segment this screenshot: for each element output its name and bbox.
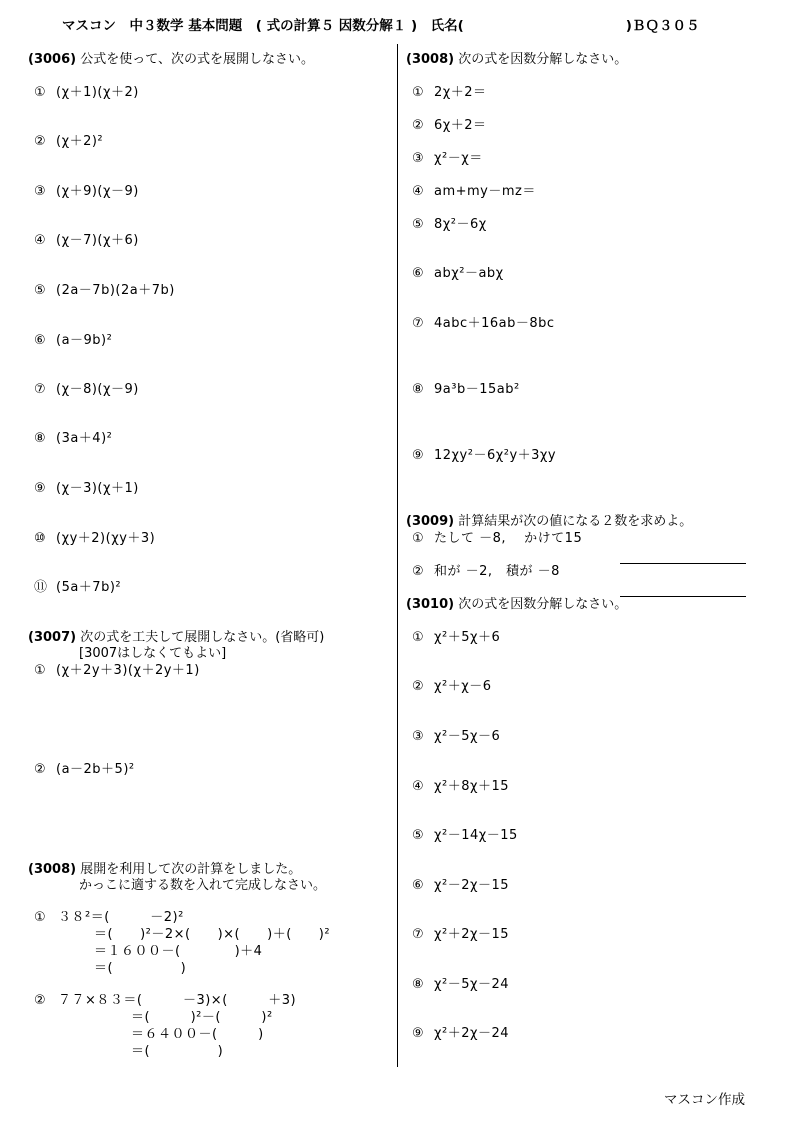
problem-3008a-2-num: ②	[34, 993, 47, 1008]
problem-3010-6: ⑥ χ²－2χ－15	[412, 878, 510, 893]
problem-3009-2: ② 和が －2, 積が －8	[412, 564, 560, 579]
problem-3008b-9: ⑨ 12χy²－6χ²y＋3χy	[412, 448, 557, 463]
problem-3010-4: ④ χ²＋8χ＋15	[412, 779, 510, 794]
section-instruction: 公式を使って、次の式を展開しなさい。	[80, 52, 314, 67]
problem-3006-6: ⑥ (a－9b)²	[34, 333, 113, 348]
problem-3006-1: ① (χ＋1)(χ＋2)	[34, 85, 139, 100]
problem-3006-7: ⑦ (χ－8)(χ－9)	[34, 382, 139, 397]
section-instruction: 次の式を因数分解しなさい。	[458, 52, 628, 67]
problem-3006-11: ⑪ (5a＋7b)²	[34, 580, 122, 595]
problem-3008a-2-line4: ＝( )	[131, 1044, 224, 1059]
section-instruction: 計算結果が次の値になる２数を求めよ。	[458, 514, 693, 529]
problem-3006-8: ⑧ (3a＋4)²	[34, 431, 113, 446]
problem-3008b-3: ③ χ²－χ＝	[412, 151, 483, 166]
answer-line-3009-1[interactable]	[620, 563, 746, 564]
section-3008a-header	[28, 862, 301, 878]
problem-3008b-4: ④ am+my－mz＝	[412, 184, 536, 199]
section-code: (3010)	[406, 597, 455, 612]
section-instruction: 次の式を工夫して展開しなさい。(省略可)	[80, 630, 325, 645]
problem-3008a-2-line2: ＝( )²－( )²	[131, 1010, 273, 1025]
problem-3008b-8: ⑧ 9a³b－15ab²	[412, 382, 520, 397]
problem-3008a-1-line3: ＝１６００－( )＋4	[94, 944, 263, 959]
problem-3008a-1-line2: ＝( )²－2×( )×( )＋( )²	[94, 927, 331, 942]
section-3007-header	[28, 630, 324, 646]
problem-3008b-2: ② 6χ＋2＝	[412, 118, 487, 133]
problem-3009-1: ① たして －8, かけて15	[412, 531, 583, 546]
problem-3008b-7: ⑦ 4abc＋16ab－8bc	[412, 316, 555, 331]
section-code: (3008)	[406, 52, 455, 67]
section-code: (3007)	[28, 630, 77, 645]
problem-3010-1: ① χ²＋5χ＋6	[412, 630, 501, 645]
problem-3007-1: ① (χ＋2y＋3)(χ＋2y＋1)	[34, 663, 200, 678]
section-3007-note: [3007はしなくてもよい]	[79, 646, 227, 661]
problem-3008b-5: ⑤ 8χ²－6χ	[412, 217, 487, 232]
problem-3008a-2-line1: ７７×８３＝( －3)×( ＋3)	[58, 993, 297, 1008]
section-3009-header	[406, 514, 692, 530]
section-instruction: 次の式を因数分解しなさい。	[458, 597, 628, 612]
problem-3006-9: ⑨ (χ－3)(χ＋1)	[34, 481, 139, 496]
section-3008b-header	[406, 52, 627, 68]
section-3006-header	[28, 52, 314, 68]
section-code: (3006)	[28, 52, 77, 67]
problem-3010-9: ⑨ χ²＋2χ－24	[412, 1026, 510, 1041]
section-code: (3008)	[28, 862, 77, 877]
problem-3008a-1-num: ①	[34, 910, 47, 925]
answer-line-3009-2[interactable]	[620, 596, 746, 597]
problem-3008a-1-line4: ＝( )	[94, 961, 187, 976]
problem-3008b-1: ① 2χ＋2＝	[412, 85, 487, 100]
problem-3010-3: ③ χ²－5χ－6	[412, 729, 501, 744]
problem-3010-2: ② χ²＋χ－6	[412, 679, 492, 694]
problem-3010-5: ⑤ χ²－14χ－15	[412, 828, 518, 843]
problem-3006-4: ④ (χ－7)(χ＋6)	[34, 233, 139, 248]
problem-3006-3: ③ (χ＋9)(χ－9)	[34, 184, 139, 199]
column-divider	[397, 44, 398, 1067]
section-3008a-instruction-2: かっこに適する数を入れて完成しなさい。	[79, 878, 327, 893]
problem-3008b-6: ⑥ abχ²－abχ	[412, 266, 504, 281]
problem-3008a-1-line1: ３８²＝( －2)²	[58, 910, 184, 925]
problem-3007-2: ② (a－2b＋5)²	[34, 762, 135, 777]
section-3010-header	[406, 597, 627, 613]
section-instruction: 展開を利用して次の計算をしました。	[80, 862, 302, 877]
credit: マスコン作成	[664, 1092, 745, 1108]
problem-3006-2: ② (χ＋2)²	[34, 134, 104, 149]
problem-3010-8: ⑧ χ²－5χ－24	[412, 977, 510, 992]
problem-3006-5: ⑤ (2a－7b)(2a＋7b)	[34, 283, 175, 298]
problem-3008a-2-line3: ＝６４００－( )	[131, 1027, 264, 1042]
page-title: マスコン 中３数学 基本問題 ( 式の計算５ 因数分解１ ) 氏名( )ＢＱ３０５	[62, 18, 700, 34]
section-code: (3009)	[406, 514, 455, 529]
problem-3010-7: ⑦ χ²＋2χ－15	[412, 927, 510, 942]
problem-3006-10: ⑩ (χy＋2)(χy＋3)	[34, 531, 156, 546]
